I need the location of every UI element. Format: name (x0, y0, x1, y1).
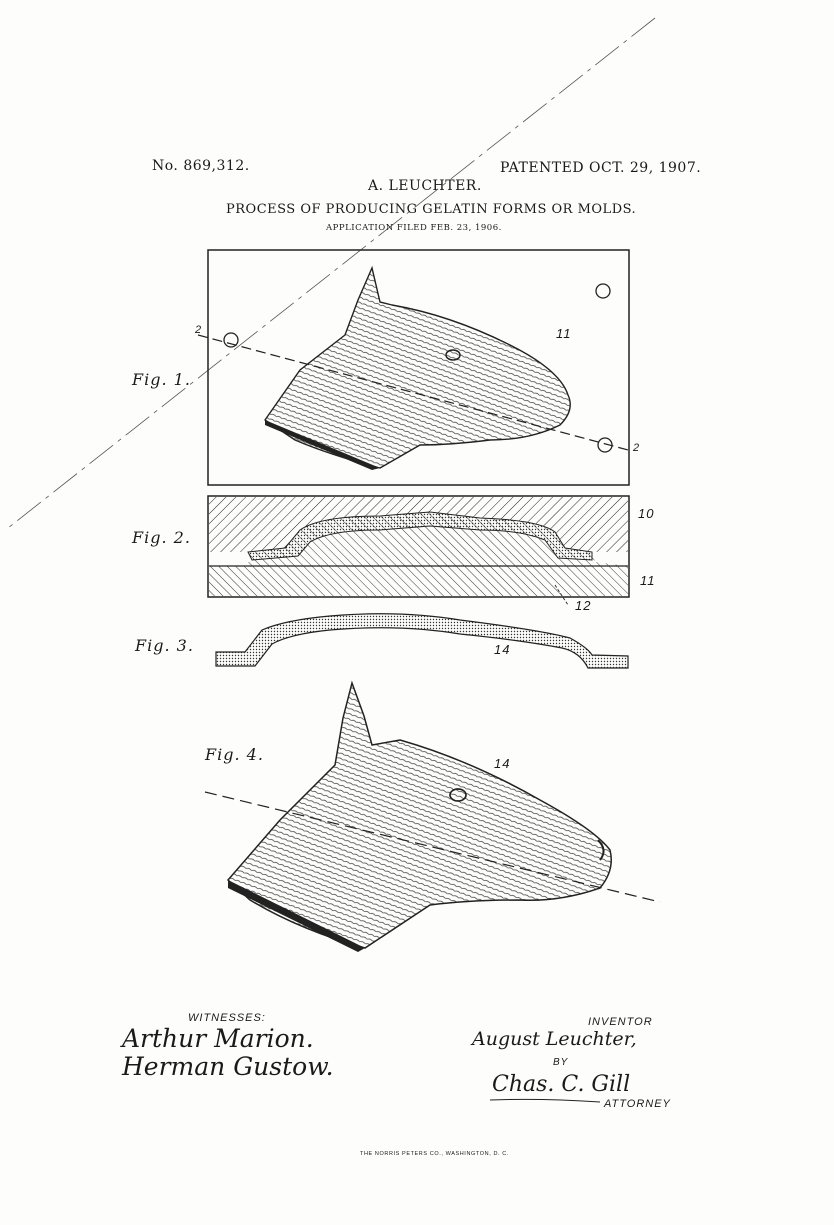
patent-title: PROCESS OF PRODUCING GELATIN FORMS OR MOLDS. (226, 202, 637, 217)
attorney-label: ATTORNEY (604, 1098, 671, 1110)
patented-date: PATENTED OCT. 29, 1907. (500, 160, 702, 176)
printer-imprint: THE NORRIS PETERS CO., WASHINGTON, D. C. (360, 1151, 509, 1157)
fig4-ref-14: 14 (494, 756, 511, 771)
inventor-label: INVENTOR (588, 1016, 653, 1028)
attorney-signature: Chas. C. Gill (492, 1072, 631, 1097)
fig2-ref-11: 11 (640, 573, 656, 588)
by-label: BY (553, 1057, 569, 1068)
fig2-label: Fig. 2. (132, 528, 191, 547)
inventor-name-heading: A. LEUCHTER. (368, 178, 482, 194)
fig3-drawing (216, 614, 628, 668)
witness-2-signature: Herman Gustow. (122, 1052, 334, 1081)
inventor-signature: August Leuchter, (472, 1028, 637, 1050)
fig4-drawing (205, 683, 660, 952)
fig4-label: Fig. 4. (205, 745, 264, 764)
fig2-ref-10: 10 (638, 506, 655, 521)
fig1-label: Fig. 1. (132, 370, 191, 389)
witnesses-label: WITNESSES: (188, 1012, 266, 1024)
patent-number: No. 869,312. (152, 158, 250, 174)
witness-1-signature: Arthur Marion. (122, 1024, 314, 1053)
fig1-section-mark-left: 2 (195, 324, 203, 336)
attorney-flourish (490, 1099, 600, 1102)
application-filed: APPLICATION FILED FEB. 23, 1906. (326, 223, 502, 233)
fig1-ref-11: 11 (556, 326, 572, 341)
fig2-drawing (208, 496, 629, 605)
fig3-ref-14: 14 (494, 642, 511, 657)
fig2-ref-12: 12 (575, 598, 592, 613)
fig1-section-mark-right: 2 (633, 442, 641, 454)
fig3-label: Fig. 3. (135, 636, 194, 655)
fig1-drawing (198, 250, 629, 485)
